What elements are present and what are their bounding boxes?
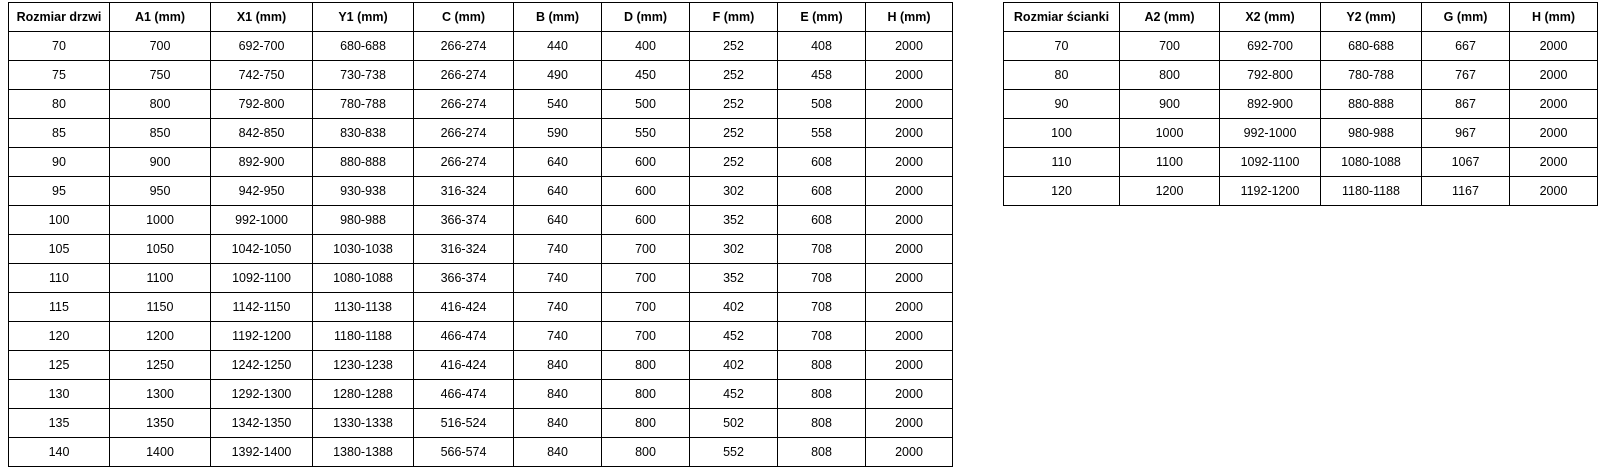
door-table-column-header: D (mm) (602, 3, 690, 32)
table-cell: 120 (1004, 177, 1120, 206)
table-cell: 1280-1288 (313, 380, 414, 409)
table-cell: 1330-1338 (313, 409, 414, 438)
table-cell: 600 (602, 177, 690, 206)
table-row (9, 206, 953, 235)
table-cell: 1050 (110, 235, 211, 264)
table-cell: 1080-1088 (1321, 148, 1422, 177)
door-table-column-header: B (mm) (514, 3, 602, 32)
table-cell: 1067 (1422, 148, 1510, 177)
table-cell: 1100 (1120, 148, 1220, 177)
table-row (9, 293, 953, 322)
table-cell: 608 (778, 148, 866, 177)
table-row (9, 148, 953, 177)
table-cell: 302 (690, 177, 778, 206)
table-cell: 1042-1050 (211, 235, 313, 264)
table-cell: 840 (514, 409, 602, 438)
table-cell: 740 (514, 322, 602, 351)
door-table-column-header: Rozmiar drzwi (9, 3, 110, 32)
table-cell: 70 (9, 32, 110, 61)
door-table-column-header: A1 (mm) (110, 3, 211, 32)
table-cell: 800 (602, 380, 690, 409)
table-cell: 840 (514, 380, 602, 409)
table-cell: 700 (602, 322, 690, 351)
table-cell: 600 (602, 148, 690, 177)
table-cell: 508 (778, 90, 866, 119)
table-cell: 490 (514, 61, 602, 90)
table-cell: 100 (1004, 119, 1120, 148)
table-cell: 1142-1150 (211, 293, 313, 322)
table-cell: 1180-1188 (313, 322, 414, 351)
table-cell: 416-424 (414, 351, 514, 380)
table-cell: 600 (602, 206, 690, 235)
table-cell: 590 (514, 119, 602, 148)
table-cell: 840 (514, 351, 602, 380)
table-cell: 400 (602, 32, 690, 61)
table-cell: 1000 (1120, 119, 1220, 148)
door-dimensions-table (8, 2, 953, 467)
table-cell: 75 (9, 61, 110, 90)
table-cell: 992-1000 (211, 206, 313, 235)
table-cell: 566-574 (414, 438, 514, 467)
table-cell: 2000 (866, 235, 953, 264)
table-cell: 1250 (110, 351, 211, 380)
table-row (9, 235, 953, 264)
table-cell: 767 (1422, 61, 1510, 90)
table-cell: 352 (690, 264, 778, 293)
table-cell: 302 (690, 235, 778, 264)
table-cell: 252 (690, 90, 778, 119)
table-cell: 700 (602, 293, 690, 322)
table-cell: 842-850 (211, 119, 313, 148)
table-row (1004, 177, 1598, 206)
table-row (1004, 32, 1598, 61)
table-cell: 808 (778, 409, 866, 438)
table-row (9, 119, 953, 148)
table-cell: 1150 (110, 293, 211, 322)
table-cell: 2000 (866, 61, 953, 90)
table-cell: 266-274 (414, 148, 514, 177)
table-cell: 266-274 (414, 61, 514, 90)
table-cell: 402 (690, 351, 778, 380)
table-cell: 2000 (866, 438, 953, 467)
table-cell: 2000 (866, 90, 953, 119)
table-row (9, 90, 953, 119)
table-cell: 900 (110, 148, 211, 177)
table-cell: 2000 (1510, 90, 1598, 119)
table-cell: 1092-1100 (211, 264, 313, 293)
table-cell: 808 (778, 351, 866, 380)
table-cell: 742-750 (211, 61, 313, 90)
table-cell: 2000 (1510, 148, 1598, 177)
door-table-body (9, 32, 953, 467)
table-row (9, 322, 953, 351)
table-cell: 700 (602, 235, 690, 264)
table-cell: 2000 (866, 119, 953, 148)
table-cell: 552 (690, 438, 778, 467)
table-row (1004, 90, 1598, 119)
table-cell: 1000 (110, 206, 211, 235)
table-row (9, 177, 953, 206)
table-cell: 2000 (866, 32, 953, 61)
wall-table-body (1004, 32, 1598, 206)
table-cell: 708 (778, 293, 866, 322)
table-cell: 808 (778, 438, 866, 467)
table-cell: 1167 (1422, 177, 1510, 206)
table-row (9, 351, 953, 380)
table-cell: 500 (602, 90, 690, 119)
table-cell: 700 (110, 32, 211, 61)
table-cell: 85 (9, 119, 110, 148)
table-cell: 502 (690, 409, 778, 438)
table-cell: 608 (778, 177, 866, 206)
table-cell: 740 (514, 235, 602, 264)
table-row (9, 61, 953, 90)
table-cell: 266-274 (414, 32, 514, 61)
table-cell: 120 (9, 322, 110, 351)
table-cell: 1080-1088 (313, 264, 414, 293)
table-cell: 1392-1400 (211, 438, 313, 467)
table-cell: 366-374 (414, 264, 514, 293)
table-cell: 2000 (866, 322, 953, 351)
wall-table-column-header: G (mm) (1422, 3, 1510, 32)
table-cell: 70 (1004, 32, 1120, 61)
wall-table-column-header: Y2 (mm) (1321, 3, 1422, 32)
table-cell: 402 (690, 293, 778, 322)
table-cell: 800 (602, 409, 690, 438)
table-cell: 2000 (1510, 177, 1598, 206)
table-cell: 1130-1138 (313, 293, 414, 322)
table-cell: 516-524 (414, 409, 514, 438)
table-cell: 830-838 (313, 119, 414, 148)
table-cell: 700 (1120, 32, 1220, 61)
table-cell: 1180-1188 (1321, 177, 1422, 206)
table-cell: 1200 (110, 322, 211, 351)
table-cell: 992-1000 (1220, 119, 1321, 148)
table-cell: 880-888 (313, 148, 414, 177)
table-cell: 140 (9, 438, 110, 467)
door-table-header (9, 3, 953, 32)
wall-table-column-header: Rozmiar ścianki (1004, 3, 1120, 32)
table-cell: 95 (9, 177, 110, 206)
table-cell: 466-474 (414, 380, 514, 409)
table-cell: 100 (9, 206, 110, 235)
table-cell: 252 (690, 119, 778, 148)
table-cell: 105 (9, 235, 110, 264)
table-cell: 316-324 (414, 235, 514, 264)
table-cell: 550 (602, 119, 690, 148)
table-cell: 266-274 (414, 119, 514, 148)
wall-table-column-header: H (mm) (1510, 3, 1598, 32)
table-cell: 90 (9, 148, 110, 177)
table-cell: 1230-1238 (313, 351, 414, 380)
table-header-row (1004, 3, 1598, 32)
table-cell: 740 (514, 264, 602, 293)
table-cell: 780-788 (313, 90, 414, 119)
table-cell: 2000 (1510, 61, 1598, 90)
table-cell: 452 (690, 322, 778, 351)
table-cell: 980-988 (313, 206, 414, 235)
table-cell: 608 (778, 206, 866, 235)
table-cell: 1242-1250 (211, 351, 313, 380)
table-cell: 366-374 (414, 206, 514, 235)
table-cell: 1400 (110, 438, 211, 467)
door-table-column-header: E (mm) (778, 3, 866, 32)
wall-dimensions-table (1003, 2, 1598, 206)
table-cell: 667 (1422, 32, 1510, 61)
table-cell: 792-800 (1220, 61, 1321, 90)
table-cell: 2000 (866, 206, 953, 235)
table-cell: 80 (1004, 61, 1120, 90)
table-cell: 840 (514, 438, 602, 467)
table-cell: 266-274 (414, 90, 514, 119)
table-cell: 352 (690, 206, 778, 235)
table-cell: 540 (514, 90, 602, 119)
table-cell: 316-324 (414, 177, 514, 206)
table-cell: 558 (778, 119, 866, 148)
table-cell: 640 (514, 148, 602, 177)
table-header-row (9, 3, 953, 32)
table-cell: 892-900 (211, 148, 313, 177)
table-cell: 125 (9, 351, 110, 380)
table-cell: 110 (1004, 148, 1120, 177)
table-cell: 750 (110, 61, 211, 90)
table-row (9, 264, 953, 293)
table-cell: 466-474 (414, 322, 514, 351)
table-cell: 800 (602, 438, 690, 467)
table-cell: 110 (9, 264, 110, 293)
table-cell: 2000 (1510, 119, 1598, 148)
door-table-column-header: C (mm) (414, 3, 514, 32)
table-cell: 700 (602, 264, 690, 293)
table-cell: 2000 (866, 380, 953, 409)
table-cell: 1300 (110, 380, 211, 409)
table-cell: 867 (1422, 90, 1510, 119)
table-cell: 780-788 (1321, 61, 1422, 90)
table-cell: 640 (514, 206, 602, 235)
table-cell: 942-950 (211, 177, 313, 206)
table-row (1004, 148, 1598, 177)
table-cell: 1092-1100 (1220, 148, 1321, 177)
table-cell: 740 (514, 293, 602, 322)
table-cell: 1192-1200 (211, 322, 313, 351)
table-cell: 2000 (866, 177, 953, 206)
door-table-column-header: X1 (mm) (211, 3, 313, 32)
table-row (9, 438, 953, 467)
table-cell: 980-988 (1321, 119, 1422, 148)
table-cell: 1342-1350 (211, 409, 313, 438)
table-cell: 2000 (866, 148, 953, 177)
table-cell: 1292-1300 (211, 380, 313, 409)
door-table-column-header: H (mm) (866, 3, 953, 32)
table-cell: 252 (690, 148, 778, 177)
table-cell: 708 (778, 264, 866, 293)
table-cell: 1350 (110, 409, 211, 438)
table-cell: 440 (514, 32, 602, 61)
table-cell: 950 (110, 177, 211, 206)
table-cell: 135 (9, 409, 110, 438)
table-cell: 2000 (866, 293, 953, 322)
table-cell: 115 (9, 293, 110, 322)
table-row (1004, 61, 1598, 90)
table-cell: 800 (110, 90, 211, 119)
table-cell: 708 (778, 235, 866, 264)
door-table-column-header: F (mm) (690, 3, 778, 32)
table-cell: 252 (690, 32, 778, 61)
table-cell: 892-900 (1220, 90, 1321, 119)
wall-dimensions-table-container (1003, 2, 1598, 206)
table-cell: 800 (1120, 61, 1220, 90)
table-row (9, 409, 953, 438)
table-cell: 808 (778, 380, 866, 409)
table-cell: 2000 (1510, 32, 1598, 61)
table-cell: 1030-1038 (313, 235, 414, 264)
table-cell: 408 (778, 32, 866, 61)
table-cell: 130 (9, 380, 110, 409)
table-row (1004, 119, 1598, 148)
door-dimensions-table-container (8, 2, 953, 467)
table-cell: 967 (1422, 119, 1510, 148)
table-cell: 900 (1120, 90, 1220, 119)
table-cell: 850 (110, 119, 211, 148)
table-cell: 730-738 (313, 61, 414, 90)
table-row (9, 380, 953, 409)
table-cell: 800 (602, 351, 690, 380)
table-cell: 880-888 (1321, 90, 1422, 119)
table-cell: 2000 (866, 409, 953, 438)
table-cell: 416-424 (414, 293, 514, 322)
table-cell: 1192-1200 (1220, 177, 1321, 206)
table-cell: 90 (1004, 90, 1120, 119)
table-cell: 692-700 (211, 32, 313, 61)
table-cell: 1380-1388 (313, 438, 414, 467)
table-cell: 2000 (866, 351, 953, 380)
table-cell: 1200 (1120, 177, 1220, 206)
table-cell: 680-688 (313, 32, 414, 61)
table-cell: 708 (778, 322, 866, 351)
table-cell: 692-700 (1220, 32, 1321, 61)
door-table-column-header: Y1 (mm) (313, 3, 414, 32)
table-cell: 450 (602, 61, 690, 90)
wall-table-column-header: X2 (mm) (1220, 3, 1321, 32)
wall-table-column-header: A2 (mm) (1120, 3, 1220, 32)
wall-table-header (1004, 3, 1598, 32)
table-cell: 792-800 (211, 90, 313, 119)
table-row (9, 32, 953, 61)
table-cell: 640 (514, 177, 602, 206)
table-cell: 458 (778, 61, 866, 90)
table-cell: 2000 (866, 264, 953, 293)
table-cell: 930-938 (313, 177, 414, 206)
table-cell: 452 (690, 380, 778, 409)
table-cell: 252 (690, 61, 778, 90)
table-cell: 1100 (110, 264, 211, 293)
table-cell: 80 (9, 90, 110, 119)
table-cell: 680-688 (1321, 32, 1422, 61)
